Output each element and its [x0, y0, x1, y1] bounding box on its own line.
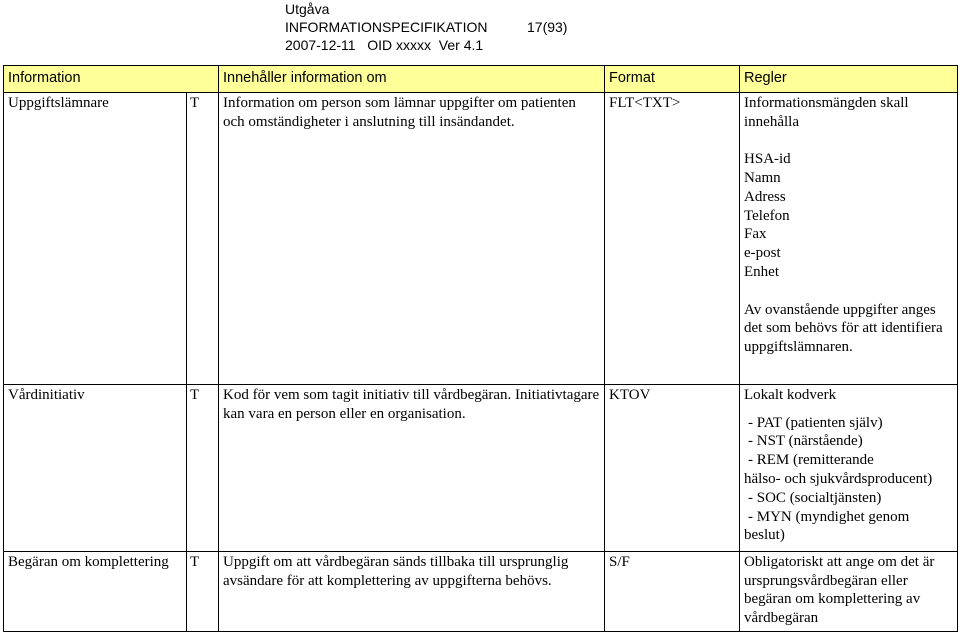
spec-title: INFORMATIONSPECIFIKATION [285, 19, 488, 35]
page-number: 17(93) [527, 19, 568, 35]
list-item: beslut) [744, 527, 785, 544]
cell-content: Kod för vem som tagit initiativ till vårdbegäran. Initiativtagare kan vara en person eller en organisation. [219, 384, 605, 551]
spec-title-row [285, 18, 567, 36]
cell-rules [740, 92, 958, 384]
list-item: e-post [744, 245, 781, 262]
list-item: Enhet [744, 263, 780, 280]
date-version: 2007-12-11 OID xxxxx Ver 4.1 [285, 37, 484, 53]
cell-information: Begäran om komplettering [4, 551, 187, 631]
cell-code: T [187, 92, 219, 384]
list-item: - SOC (socialtjänsten) [748, 489, 882, 506]
information-table [3, 65, 958, 632]
column-header-rules: Regler [740, 66, 958, 93]
rules-outro: Av ovanstående uppgifter anges det som behövs för att identifiera uppgiftslämnaren. [744, 301, 943, 356]
edition-label: Utgåva [285, 1, 330, 17]
table-row-vardinitiativ [4, 384, 958, 551]
rules-intro: Informationsmängden skall innehålla [744, 94, 909, 130]
list-item: hälso- och sjukvårdsproducent) [744, 470, 933, 487]
rules-intro: Lokalt kodverk [744, 386, 837, 403]
list-item: Fax [744, 226, 767, 243]
list-item: Namn [744, 169, 781, 186]
cell-content: Uppgift om att vårdbegäran sänds tillbaka till ursprunglig avsändare för att komplettering av uppgifterna behövs. [219, 551, 605, 631]
list-item: Telefon [744, 207, 790, 224]
cell-code: T [187, 384, 219, 551]
cell-format: FLT<TXT> [605, 92, 740, 384]
document-header [285, 0, 567, 54]
list-item: HSA-id [744, 151, 791, 168]
column-header-format: Format [605, 66, 740, 93]
list-item: - NST (närstående) [748, 433, 863, 450]
cell-format: KTOV [605, 384, 740, 551]
cell-rules [740, 384, 958, 551]
cell-information: Uppgiftslämnare [4, 92, 187, 384]
column-header-information: Information [4, 66, 219, 93]
table-row-uppgiftslamnare [4, 92, 958, 384]
list-item: Adress [744, 188, 786, 205]
column-header-content: Innehåller information om [219, 66, 605, 93]
table-header-row [4, 66, 958, 93]
cell-rules: Obligatoriskt att ange om det är ursprungsvårdbegäran eller begäran om komplettering av vårdbegäran [740, 551, 958, 631]
list-item: - MYN (myndighet genom [748, 508, 910, 525]
cell-code: T [187, 551, 219, 631]
cell-content: Information om person som lämnar uppgifter om patienten och omständigheter i anslutning till insändandet. [219, 92, 605, 384]
cell-information: Vårdinitiativ [4, 384, 187, 551]
list-item: - PAT (patienten själv) [748, 414, 883, 431]
list-item: - REM (remitterande [748, 452, 874, 469]
cell-format: S/F [605, 551, 740, 631]
table-row-begaran-om-komplettering [4, 551, 958, 631]
